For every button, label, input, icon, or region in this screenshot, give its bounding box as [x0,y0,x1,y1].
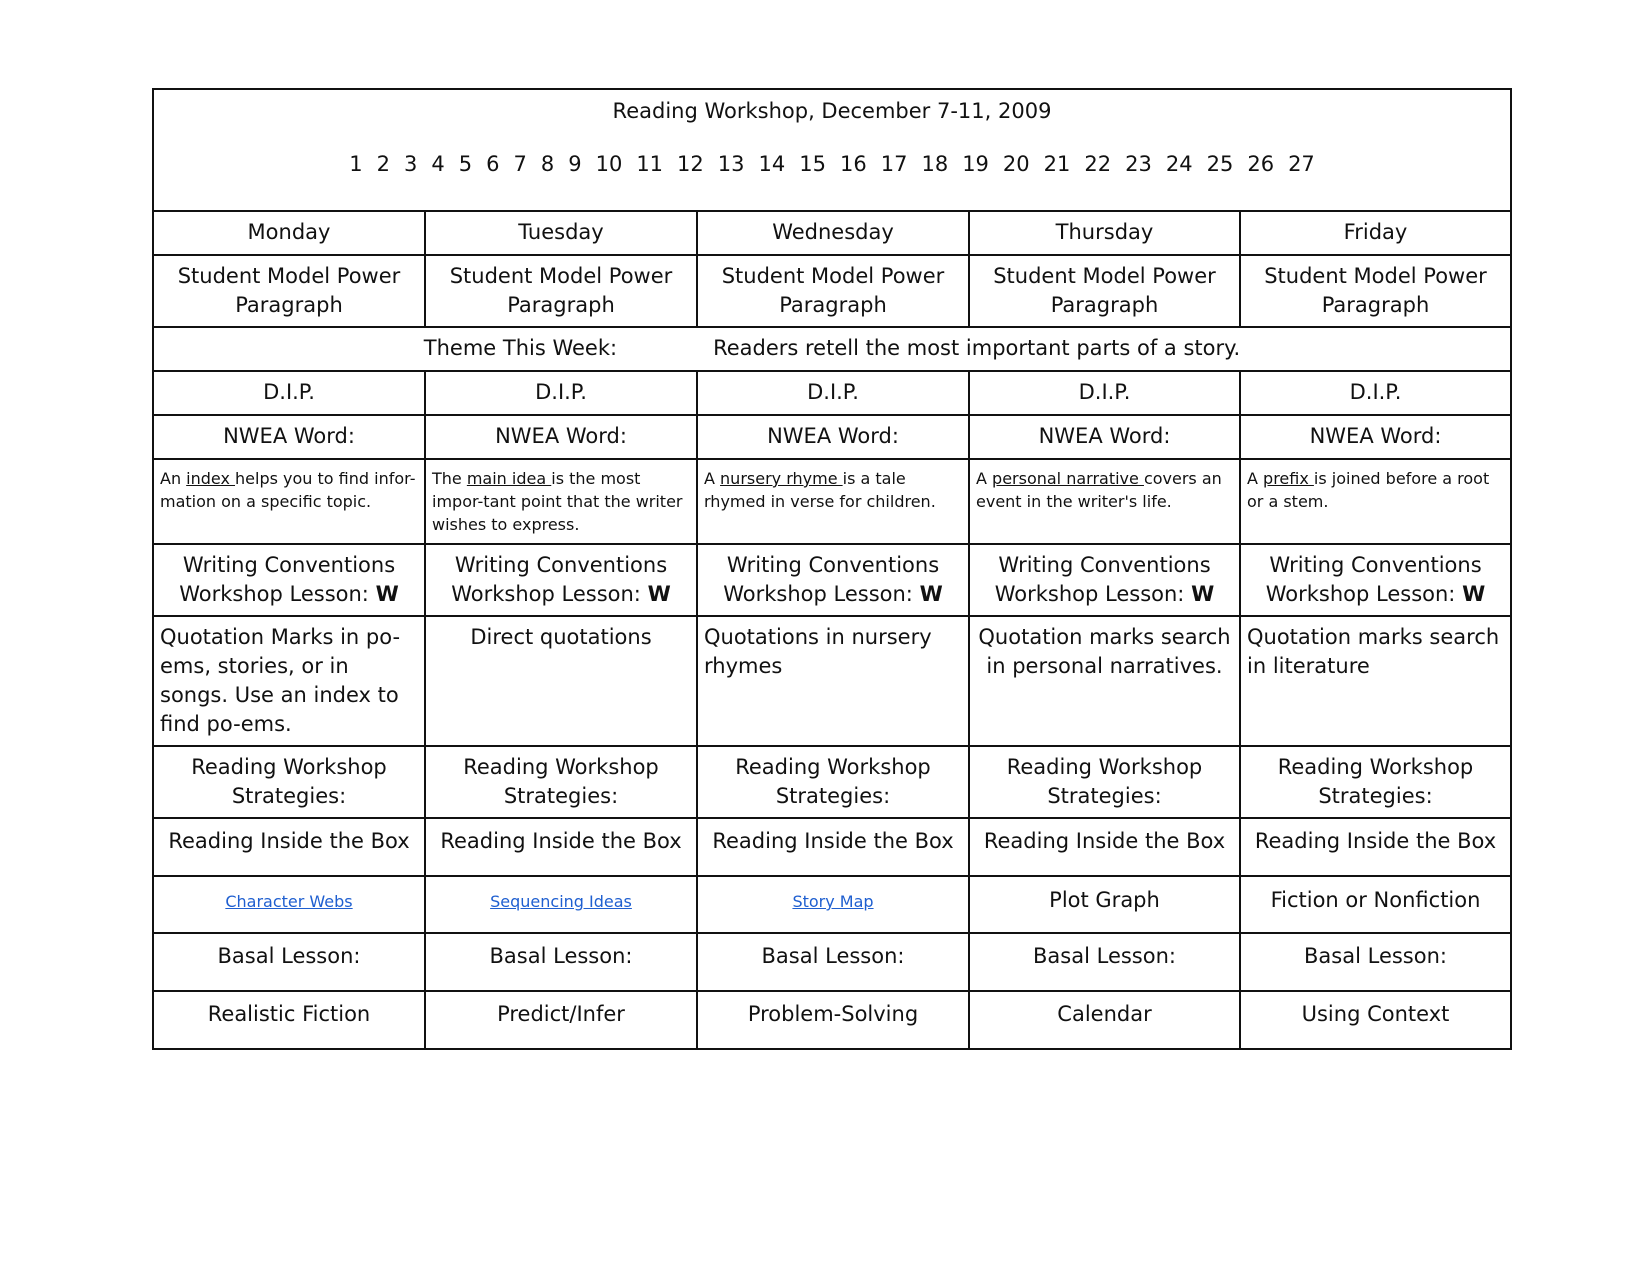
conventions-subtitle: Workshop Lesson: [994,582,1185,606]
day-number: 12 [677,152,704,176]
definition-cell [697,459,969,544]
inside-box-cell: Reading Inside the Box [969,818,1240,876]
day-number: 25 [1206,152,1234,176]
header-cell [153,89,1511,211]
day-number: 14 [758,152,786,176]
inside-box-cell: Reading Inside the Box [1240,818,1511,876]
strategies-cell: Reading Workshop Strategies: [425,746,697,818]
nwea-term: personal narrative [992,469,1144,488]
strategies-cell: Reading Workshop Strategies: [153,746,425,818]
definition-text: is the most impor-tant point that the writer wishes to express. [432,469,683,534]
basal-lesson-row [153,991,1511,1049]
resource-cell [153,876,425,933]
conventions-cell [153,544,425,616]
inside-box-cell: Reading Inside the Box [153,818,425,876]
day-number: 27 [1288,152,1315,176]
resources-row [153,876,1511,933]
lesson-plan-sheet [152,88,1510,1050]
conventions-mark: W [919,582,943,606]
conventions-subtitle: Workshop Lesson: [179,582,369,606]
dip-row [153,371,1511,415]
definition-cell [425,459,697,544]
day-number: 9 [568,152,582,176]
basal-lesson-cell: Problem-Solving [697,991,969,1049]
conventions-subtitle: Workshop Lesson: [1265,582,1456,606]
resource-cell [425,876,697,933]
day-header-monday: Monday [153,211,425,255]
nwea-term: nursery rhyme [720,469,843,488]
day-header-wednesday: Wednesday [697,211,969,255]
definition-text: is joined before a root or a stem. [1247,469,1490,511]
day-number: 21 [1043,152,1071,176]
day-number: 8 [540,152,555,176]
nwea-term: index [186,469,236,488]
character-webs-link[interactable]: Character Webs [225,892,353,911]
day-number: 18 [921,152,949,176]
definition-prefix: An [160,469,187,488]
conventions-title: Writing Conventions [726,553,940,577]
day-number-strip [160,150,1504,179]
day-header-friday: Friday [1240,211,1511,255]
definition-row [153,459,1511,544]
model-paragraph-cell: Student Model Power Paragraph [1240,255,1511,327]
conventions-mark: W [647,582,671,606]
day-number: 13 [717,152,745,176]
nwea-term: main idea [466,469,552,488]
conventions-mark: W [375,582,399,606]
day-number: 23 [1125,152,1152,176]
weekday-row [153,211,1511,255]
day-number: 11 [636,152,664,176]
nwea-term: prefix [1263,469,1314,488]
definition-prefix: A [1247,469,1264,488]
definition-text: covers an event in the writer's life. [976,469,1222,511]
conventions-row [153,544,1511,616]
conventions-cell [1240,544,1511,616]
theme-row [153,327,1511,371]
day-number: 1 [349,152,363,176]
model-paragraph-row [153,255,1511,327]
definition-cell [153,459,425,544]
basal-label: Basal Lesson: [153,933,425,991]
day-header-thursday: Thursday [969,211,1240,255]
day-number: 4 [431,152,445,176]
quotation-lesson-cell: Quotations in nursery rhymes [697,616,969,746]
day-number: 19 [962,152,989,176]
resource-cell [697,876,969,933]
nwea-label: NWEA Word: [1240,415,1511,459]
nwea-label: NWEA Word: [153,415,425,459]
conventions-title: Writing Conventions [1269,553,1482,577]
day-number: 17 [880,152,908,176]
conventions-title: Writing Conventions [182,553,396,577]
day-number: 24 [1165,152,1193,176]
conventions-mark: W [1462,582,1486,606]
definition-prefix: The [432,469,467,488]
dip-cell: D.I.P. [425,371,697,415]
basal-label: Basal Lesson: [969,933,1240,991]
definition-prefix: A [704,469,721,488]
definition-cell [969,459,1240,544]
conventions-title: Writing Conventions [998,553,1211,577]
day-number: 5 [458,152,473,176]
day-number: 3 [403,152,418,176]
day-number: 2 [376,152,390,176]
strategies-cell: Reading Workshop Strategies: [969,746,1240,818]
resource-cell: Fiction or Nonfiction [1240,876,1511,933]
quotation-lesson-cell: Quotation Marks in po-ems, stories, or in songs. Use an index to find po-ems. [153,616,425,746]
strategies-cell: Reading Workshop Strategies: [1240,746,1511,818]
inside-box-cell: Reading Inside the Box [425,818,697,876]
inside-box-cell: Reading Inside the Box [697,818,969,876]
basal-lesson-cell: Realistic Fiction [153,991,425,1049]
definition-prefix: A [976,469,993,488]
sequencing-ideas-link[interactable]: Sequencing Ideas [490,892,632,911]
lesson-plan-table [152,88,1512,1050]
nwea-label: NWEA Word: [697,415,969,459]
story-map-link[interactable]: Story Map [792,892,874,911]
basal-label: Basal Lesson: [1240,933,1511,991]
basal-label-row [153,933,1511,991]
conventions-cell [697,544,969,616]
header-row [153,89,1511,211]
basal-lesson-cell: Using Context [1240,991,1511,1049]
inside-box-row [153,818,1511,876]
definition-cell [1240,459,1511,544]
quotation-lesson-cell: Quotation marks search in literature [1240,616,1511,746]
model-paragraph-cell: Student Model Power Paragraph [153,255,425,327]
day-number: 10 [595,152,623,176]
model-paragraph-cell: Student Model Power Paragraph [697,255,969,327]
basal-label: Basal Lesson: [697,933,969,991]
model-paragraph-cell: Student Model Power Paragraph [969,255,1240,327]
dip-cell: D.I.P. [1240,371,1511,415]
conventions-subtitle: Workshop Lesson: [451,582,641,606]
conventions-cell [425,544,697,616]
resource-cell: Plot Graph [969,876,1240,933]
basal-label: Basal Lesson: [425,933,697,991]
definition-text: helps you to find infor-mation on a specific topic. [160,469,416,511]
strategies-cell: Reading Workshop Strategies: [697,746,969,818]
page-title: Reading Workshop, December 7-11, 2009 [612,99,1052,123]
dip-cell: D.I.P. [697,371,969,415]
dip-cell: D.I.P. [969,371,1240,415]
strategies-row [153,746,1511,818]
theme-text: Readers retell the most important parts of a story. [713,336,1241,360]
conventions-mark: W [1191,582,1215,606]
day-number: 20 [1002,152,1030,176]
conventions-title: Writing Conventions [454,553,668,577]
theme-label: Theme This Week: [423,336,618,360]
day-number: 6 [486,152,500,176]
dip-cell: D.I.P. [153,371,425,415]
day-number: 16 [839,152,867,176]
theme-cell [153,327,1511,371]
conventions-subtitle: Workshop Lesson: [723,582,913,606]
nwea-label: NWEA Word: [969,415,1240,459]
conventions-cell [969,544,1240,616]
quotation-lesson-cell: Direct quotations [425,616,697,746]
quotation-lesson-cell: Quotation marks search in personal narratives. [969,616,1240,746]
day-number: 15 [799,152,826,176]
definition-text: is a tale rhymed in verse for children. [704,469,936,511]
day-number: 7 [513,152,527,176]
quotation-lesson-row [153,616,1511,746]
day-header-tuesday: Tuesday [425,211,697,255]
nwea-label: NWEA Word: [425,415,697,459]
day-number: 26 [1247,152,1275,176]
day-number: 22 [1084,152,1112,176]
model-paragraph-cell: Student Model Power Paragraph [425,255,697,327]
basal-lesson-cell: Calendar [969,991,1240,1049]
basal-lesson-cell: Predict/Infer [425,991,697,1049]
nwea-row [153,415,1511,459]
